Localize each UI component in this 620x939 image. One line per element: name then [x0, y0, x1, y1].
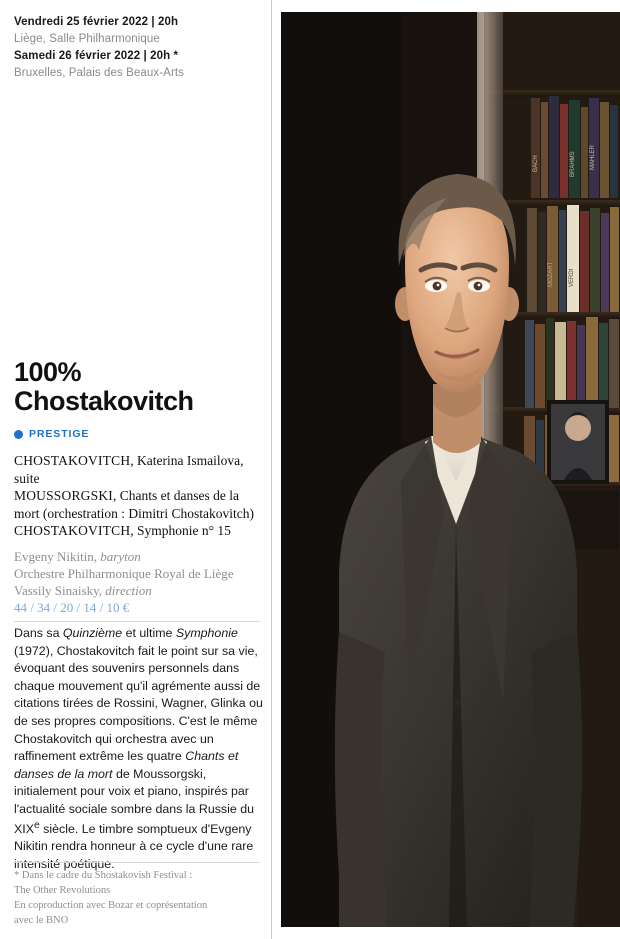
footnote-line: avec le BNO	[14, 914, 69, 926]
performer-name: Vassily Sinaisky	[14, 583, 99, 599]
artist-portrait-photo	[281, 12, 620, 927]
left-column	[0, 0, 272, 939]
footnote-line: En coproduction avec Bozar et coprésentation	[14, 899, 208, 911]
performer-name: Orchestre Philharmonique Royal de Liège	[14, 566, 234, 582]
footnote-line: * Dans le cadre du Shostakovish Festival :	[14, 870, 193, 881]
program-item	[14, 452, 264, 487]
performers-list	[14, 548, 264, 599]
svg-text:BACH: BACH	[533, 155, 539, 172]
performer-role: baryton	[100, 549, 141, 564]
svg-text:BRAHMS: BRAHMS	[570, 151, 576, 177]
performer-item	[14, 565, 264, 582]
title-line-2: Chostakovitch	[14, 386, 194, 417]
program-composer: MOUSSORGSKI	[14, 488, 113, 504]
description-fragment: Symphonie	[175, 626, 238, 640]
svg-text:VERDI: VERDI	[569, 268, 575, 287]
performer-item: Evgeny Nikitin, baryton	[14, 549, 141, 564]
price-line: 44 / 34 / 20 / 14 / 10 €	[14, 600, 260, 622]
venue-line-1: Liège, Salle Philharmonique	[14, 32, 160, 45]
program-work: , Symphonie n° 15	[130, 523, 231, 539]
performer-role: direction	[105, 583, 152, 599]
program-composer: CHOSTAKOVITCH	[14, 453, 131, 468]
program-item	[14, 522, 264, 540]
program-work: , Katerina Ismailova, suite	[14, 453, 244, 486]
description-fragment: et ultime	[122, 626, 176, 640]
description-fragment: siècle. Le timbre somptueux d'Evgeny Nikitin rendra honneur à ce cycle d'une rare intensité poétique.	[14, 821, 254, 872]
program-list	[14, 452, 264, 540]
description-fragment: Chants et danses de la mort	[14, 749, 239, 781]
description-fragment: Quinzième	[62, 626, 123, 640]
date-line-1: Vendredi 25 février 2022 | 20h	[14, 16, 179, 28]
venue-line-2: Bruxelles, Palais des Beaux-Arts	[14, 67, 185, 80]
description-fragment: e	[33, 819, 40, 831]
svg-text:MOZART: MOZART	[548, 261, 554, 287]
performer-item: Vassily Sinaisky, direction	[14, 583, 152, 599]
svg-text:MAHLER: MAHLER	[590, 144, 596, 170]
page-title	[14, 358, 264, 416]
performer-name: Evgeny Nikitin	[14, 549, 94, 564]
date-block	[14, 14, 253, 82]
footnote-line: The Other Revolutions	[14, 884, 111, 896]
description-text	[14, 625, 264, 874]
description-fragment: (1972), Chostakovitch fait le point sur sa vie, évoquant des souvenirs personnels dans chaque mouvement qu'il agrémente aussi de citations tirées de Rossini, Wagner, Glinka ou de ses propres compositions. C'est le même Chostakovitch qui orchestra avec un raffinement extrême les quatre	[14, 643, 263, 764]
description-fragment: Dans sa	[14, 626, 63, 640]
title-line-1: 100%	[14, 357, 82, 387]
program-composer: CHOSTAKOVITCH	[14, 523, 131, 539]
date-line-2: Samedi 26 février 2022 | 20h *	[14, 50, 179, 63]
program-item	[14, 487, 264, 522]
badge-label: PRESTIGE	[29, 428, 90, 440]
description-fragment: de Moussorgski, initialement pour voix et piano, inspirés par l'actualité sociale sombre dans la Russie du XIX	[14, 766, 254, 836]
status-badge	[14, 428, 89, 440]
bullet-icon	[14, 430, 23, 439]
footnote	[14, 862, 260, 929]
program-work: , Chants et danses de la mort (orchestration : Dimitri Chostakovitch)	[14, 488, 254, 521]
